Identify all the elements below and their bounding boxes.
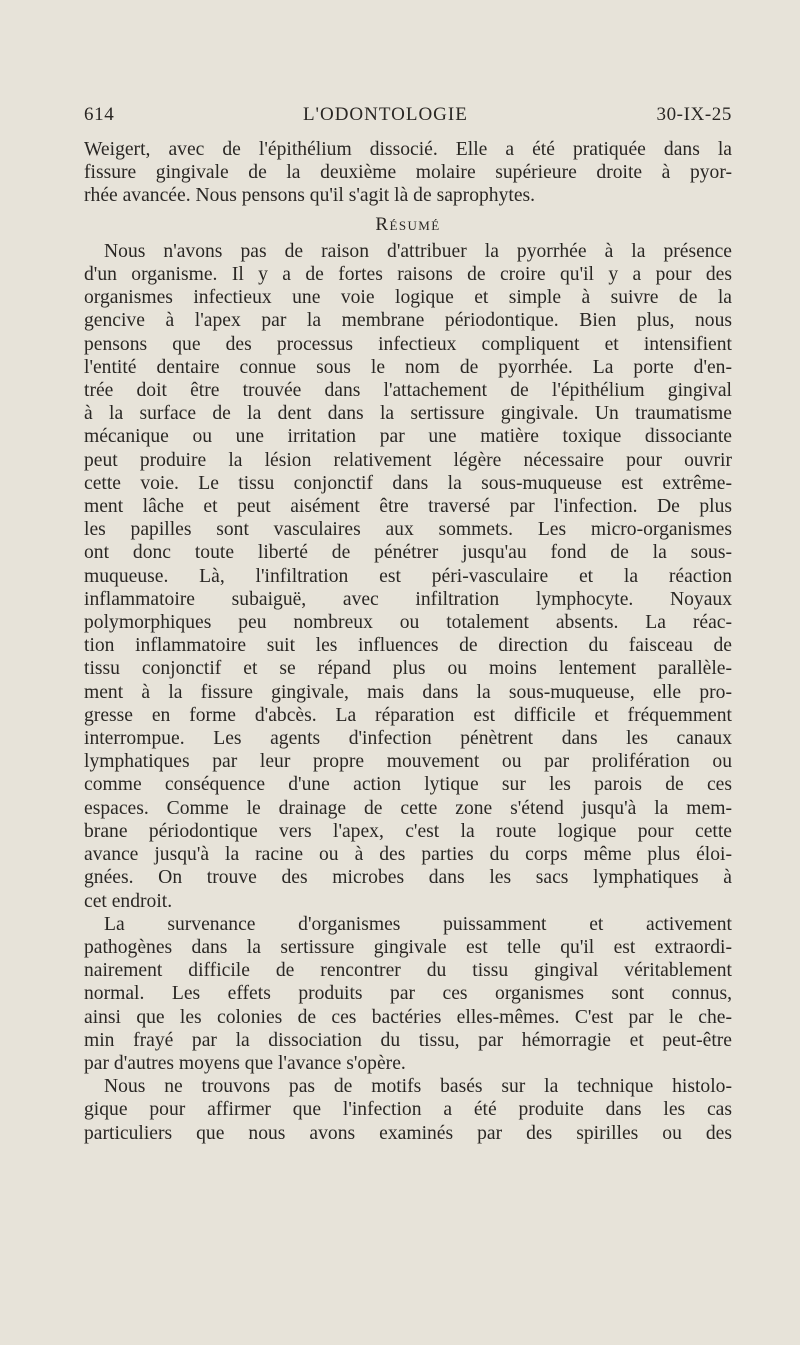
text-line: tion inflammatoire suit les influences de direction du faisceau de xyxy=(84,635,732,657)
text-line: par d'autres moyens que l'avance s'opère. xyxy=(84,1052,406,1074)
text-line: fissure gingivale de la deuxième molaire supérieure droite à pyor- xyxy=(84,162,732,184)
journal-title: L'ODONTOLOGIE xyxy=(302,104,468,125)
text-line: trée doit être trouvée dans l'attachement de l'épithélium gingival xyxy=(84,380,732,402)
text-line: avance jusqu'à la racine ou à des parties du corps même plus éloi- xyxy=(84,844,732,866)
text-line: les papilles sont vasculaires aux sommets. Les micro-organismes xyxy=(84,519,732,541)
text-line: interrompue. Les agents d'infection pénètrent dans les canaux xyxy=(84,728,732,750)
text-line: min frayé par la dissociation du tissu, par hémorragie et peut-être xyxy=(84,1029,732,1051)
text-line: nairement difficile de rencontrer du tissu gingival véritablement xyxy=(84,960,732,982)
text-line: lymphatiques par leur propre mouvement ou par prolifération ou xyxy=(84,751,732,773)
text-line: peut produire la lésion relativement légère nécessaire pour ouvrir xyxy=(84,449,732,471)
text-line: rhée avancée. Nous pensons qu'il s'agit là de saprophytes. xyxy=(84,185,536,207)
section-heading: Résumé xyxy=(375,213,441,235)
text-line: inflammatoire subaiguë, avec infiltration lymphocyte. Noyaux xyxy=(84,588,732,610)
text-line: d'un organisme. Il y a de fortes raisons de croire qu'il y a pour des xyxy=(84,264,732,286)
text-line: organismes infectieux une voie logique et simple à suivre de la xyxy=(84,287,732,309)
text-line: ment à la fissure gingivale, mais dans la sous-muqueuse, elle pro- xyxy=(84,681,732,703)
text-line: Weigert, avec de l'épithélium dissocié. Elle a été pratiquée dans la xyxy=(84,139,732,160)
text-line: à la surface de la dent dans la sertissure gingivale. Un traumatisme xyxy=(84,403,732,425)
summary-paragraph-1 xyxy=(84,240,732,913)
text-line: La survenance d'organismes puissamment et activement xyxy=(104,913,732,935)
intro-paragraph xyxy=(84,138,732,208)
text-line: tissu conjonctif et se répand plus ou moins lentement parallèle- xyxy=(84,658,732,680)
text-line: cette voie. Le tissu conjonctif dans la sous-muqueuse est extrême- xyxy=(84,472,732,494)
summary-paragraph-3 xyxy=(84,1075,732,1145)
page-number: 614 xyxy=(84,104,115,125)
issue-date: 30-IX-25 xyxy=(656,104,732,125)
text-line: gnées. On trouve des microbes dans les sacs lymphatiques à xyxy=(84,867,732,889)
summary-paragraph-2 xyxy=(84,913,732,1075)
text-line: comme conséquence d'une action lytique sur les parois de ces xyxy=(84,774,732,796)
text-line: cet endroit. xyxy=(84,890,173,912)
text-line: polymorphiques peu nombreux ou totalement absents. La réac- xyxy=(84,612,732,634)
text-line: pensons que des processus infectieux compliquent et intensifient xyxy=(84,333,732,355)
text-line: normal. Les effets produits par ces organismes sont connus, xyxy=(84,983,732,1005)
text-line: Nous ne trouvons pas de motifs basés sur la technique histolo- xyxy=(104,1076,732,1098)
body-text xyxy=(84,138,732,1145)
text-line: l'entité dentaire connue sous le nom de pyorrhée. La porte d'en- xyxy=(84,356,732,378)
text-line: gencive à l'apex par la membrane périodontique. Bien plus, nous xyxy=(84,310,732,332)
text-line: brane périodontique vers l'apex, c'est la route logique pour cette xyxy=(84,820,732,842)
text-line: mécanique ou une irritation par une matière toxique dissociante xyxy=(84,426,732,448)
text-line: gresse en forme d'abcès. La réparation est difficile et fréquemment xyxy=(84,704,732,726)
text-line: gique pour affirmer que l'infection a été produite dans les cas xyxy=(84,1099,732,1121)
text-line: particuliers que nous avons examinés par des spirilles ou des xyxy=(84,1122,732,1144)
text-line: muqueuse. Là, l'infiltration est péri-vasculaire et la réaction xyxy=(84,565,732,587)
text-line: Nous n'avons pas de raison d'attribuer la pyorrhée à la présence xyxy=(104,240,732,262)
text-line: ainsi que les colonies de ces bactéries elles-mêmes. C'est par le che- xyxy=(84,1006,732,1028)
running-header xyxy=(84,104,732,134)
text-line: ment lâche et peut aisément être traversé par l'infection. De plus xyxy=(84,496,732,518)
text-line: ont donc toute liberté de pénétrer jusqu'au fond de la sous- xyxy=(84,542,732,564)
text-line: espaces. Comme le drainage de cette zone s'étend jusqu'à la mem- xyxy=(84,797,732,819)
text-line: pathogènes dans la sertissure gingivale est telle qu'il est extraordi- xyxy=(84,936,732,958)
